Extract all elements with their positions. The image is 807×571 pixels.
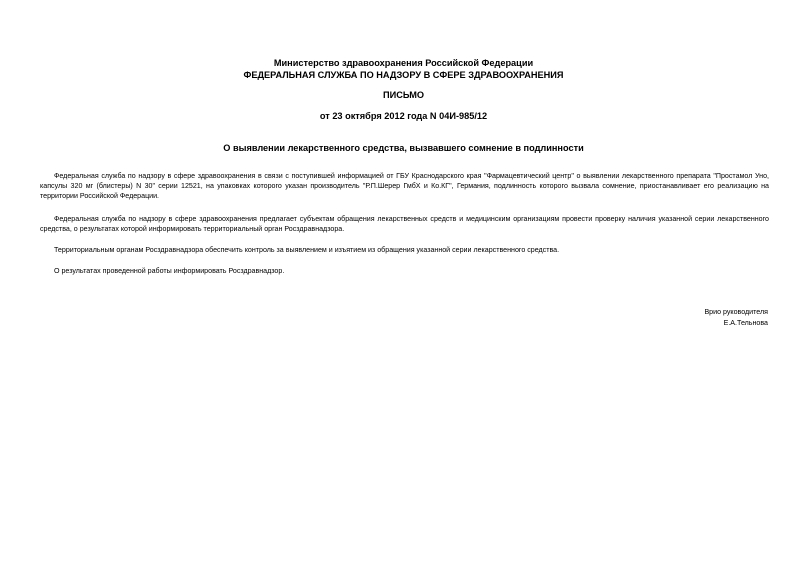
service-title: ФЕДЕРАЛЬНАЯ СЛУЖБА ПО НАДЗОРУ В СФЕРЕ ЗДРАВООХРАНЕНИЯ: [243, 70, 564, 80]
signature-block: [704, 307, 768, 328]
letter-subject: О выявлении лекарственного средства, вызвавшего сомнение в подлинности: [223, 143, 584, 153]
paragraph-text: О результатах проведенной работы информировать Росздравнадзор.: [54, 267, 285, 275]
paragraph-text: Федеральная служба по надзору в сфере здравоохранения предлагает субъектам обращения лекарственных средств и медицинским организациям провести проверку наличия указанной серии лекарственного средства, о результатах которой информировать территориальный орган Росздравнадзора.: [40, 215, 769, 233]
body-paragraph-2: [40, 214, 769, 234]
signatory-position: Врио руководителя: [704, 308, 768, 316]
body-paragraph-3: [40, 245, 769, 255]
paragraph-text: Федеральная служба по надзору в сфере здравоохранения в связи с поступившей информацией от ГБУ Краснодарского края "Фармацевтический центр" о выявлении лекарственного препарата "Простамол Уно, капсулы 320 мг (блистеры) N 30" серии 12521, на упаковках которого указан производитель "Р.П.Шерер ГмбХ и Ко.КГ", Германия, подлинность которого вызвала сомнение, приостанавливает его реализацию на территории Российской Федерации.: [40, 172, 769, 200]
letter-date-number: от 23 октября 2012 года N 04И-985/12: [319, 111, 488, 121]
signatory-name: Е.А.Тельнова: [723, 318, 768, 327]
body-paragraph-1: [40, 171, 769, 201]
paragraph-text: Территориальным органам Росздравнадзора обеспечить контроль за выявлением и изъятием из обращения указанной серии лекарственного средства.: [54, 246, 560, 254]
letter-type: ПИСЬМО: [382, 90, 425, 100]
ministry-title: Министерство здравоохранения Российской Федерации: [273, 58, 534, 68]
body-paragraph-4: [40, 266, 769, 276]
